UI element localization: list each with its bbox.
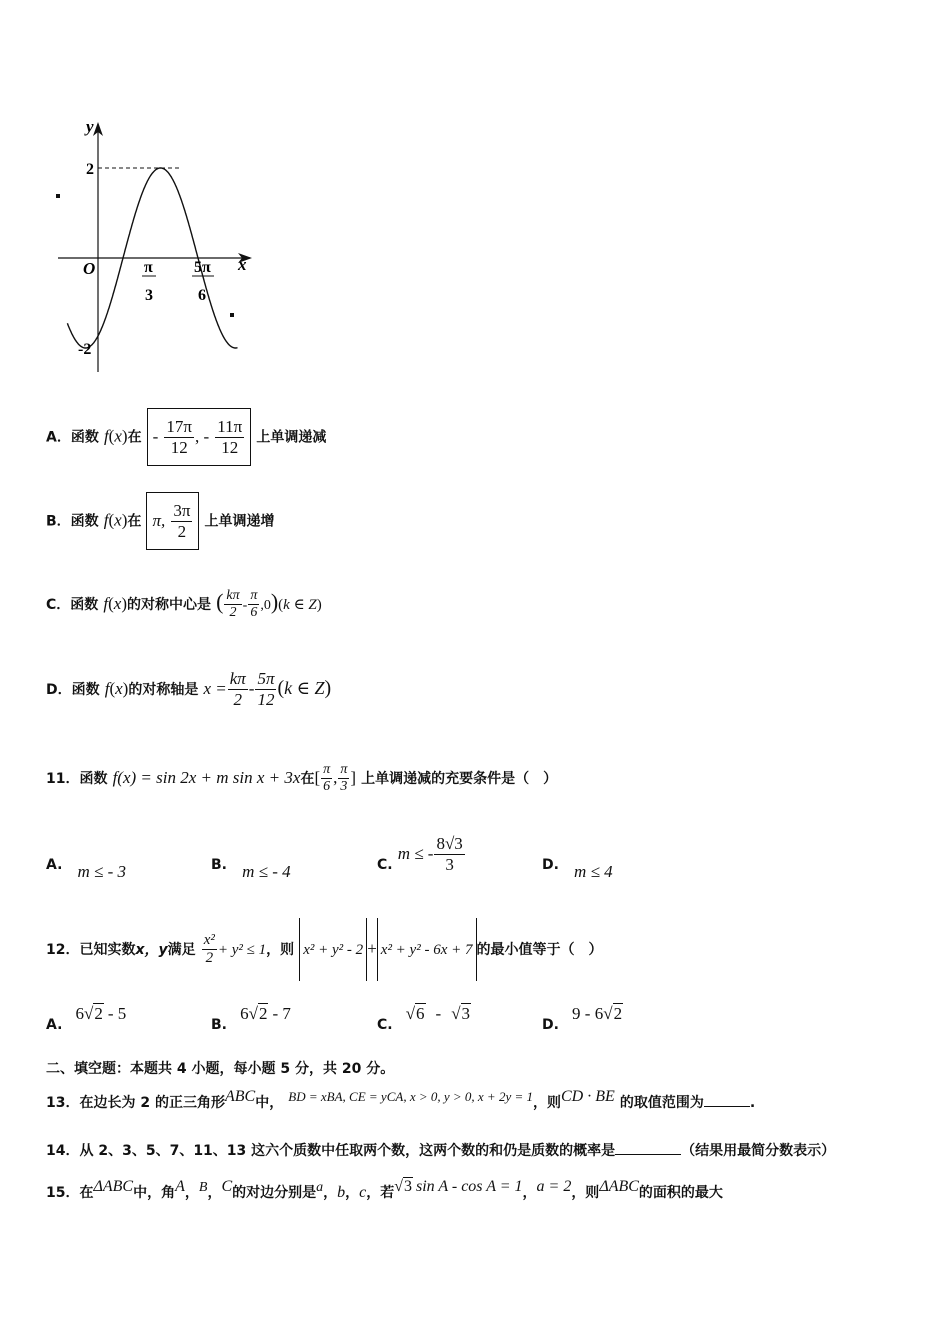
q11-option-d-label: D. xyxy=(542,857,559,873)
q15-a: a xyxy=(316,1180,324,1195)
q15-rad: 3 xyxy=(404,1178,412,1195)
q15-eq: sin A - cos A = 1 xyxy=(416,1178,523,1195)
option-a-label: A．函数 xyxy=(46,429,99,446)
option-c-cond: k ∈ Z xyxy=(283,597,317,613)
option-c-var: x xyxy=(113,594,122,613)
q13-tri: ABC xyxy=(224,1088,256,1105)
option-a-var: x xyxy=(114,426,122,446)
option-c-mid: 的对称中心是 xyxy=(127,597,211,613)
q15-tri2: ΔABC xyxy=(599,1178,639,1195)
q12-option-a[interactable]: A. 6√2 - 5 xyxy=(46,1004,127,1033)
x-tick-5pi6-den: 6 xyxy=(198,287,206,304)
option-d-var: x xyxy=(115,679,123,698)
option-a-mid: 在 xyxy=(127,429,142,446)
option-a: A．函数 f(x)在 - $\frac{17\pi}{12}$ , - $\frac{11\pi}{12}$ 上单调递减 xyxy=(46,408,326,466)
q13-cond: BD = xBA, CE = yCA, x > 0, y > 0, x + 2y = 1 xyxy=(288,1089,533,1104)
q15-C: C xyxy=(221,1178,233,1195)
y-tick-2: 2 xyxy=(86,161,94,178)
q12-option-d[interactable]: D. 9 - 6√2 xyxy=(542,1004,623,1033)
option-a-interval: - $\frac{17\pi}{12}$ , - $\frac{11\pi}{12}$ xyxy=(147,408,252,466)
q13-mid: 中， xyxy=(255,1095,284,1111)
q11-option-c-num: 8√3 xyxy=(436,834,463,854)
q11-int-num1: π xyxy=(321,762,332,779)
q15-sep4: ， xyxy=(345,1185,360,1201)
option-d-num2: 5π xyxy=(257,669,275,689)
q11-option-a[interactable] xyxy=(46,854,127,881)
q12-option-c[interactable]: C. √6 - √3 xyxy=(377,1004,471,1033)
q11-option-c-den: 3 xyxy=(445,855,454,874)
question-11: 11．函数 f(x) = sin 2x + m sin x + 3x在[ $\frac{\pi}{6}$ , $\frac{\pi}{3}$ ] 上单调递减的充要条件是（ ） xyxy=(46,761,558,794)
option-b-upper-num: 3π xyxy=(173,501,191,521)
q15-sep3: ， xyxy=(323,1185,338,1201)
q13-label: 13．在边长为 2 的正三角形 xyxy=(46,1095,225,1111)
q12-option-b-label: B. xyxy=(211,1017,227,1033)
option-b-left: π, xyxy=(152,511,166,530)
q12-option-d-pre: 9 - 6 xyxy=(572,1004,604,1023)
q15-eq2: a = 2 xyxy=(536,1178,572,1195)
q12-mid: 满足 xyxy=(167,942,196,958)
q11-option-c[interactable] xyxy=(377,832,466,877)
q15-b: b xyxy=(337,1184,346,1201)
q15-tail: 的面积的最大 xyxy=(638,1185,723,1201)
q11-int-num2: π xyxy=(338,762,349,779)
option-a-lower-num: 17π xyxy=(166,417,193,437)
question-14 xyxy=(46,1140,835,1160)
option-b-interval xyxy=(146,492,199,550)
option-c-label: C．函数 xyxy=(46,597,99,613)
option-c-num2: π xyxy=(248,588,259,605)
q12-option-d-rad: 2 xyxy=(613,1004,623,1023)
q11-tail: 上单调递减的充要条件是（ ） xyxy=(361,771,558,787)
option-b-upper-den: 2 xyxy=(177,522,187,541)
q13-tail: 的取值范围为 xyxy=(619,1095,704,1111)
q15-B: B xyxy=(198,1180,208,1195)
q11-expr: f(x) = sin 2x + m sin x + 3x xyxy=(112,768,301,787)
option-d-cond: k ∈ Z xyxy=(284,678,325,698)
q11-int-den2: 3 xyxy=(340,779,348,794)
origin-label: O xyxy=(83,259,96,278)
q12-abs2: x² + y² - 6x + 7 xyxy=(380,942,473,958)
option-b-tail: 上单调递增 xyxy=(204,513,275,530)
option-d-num: kπ xyxy=(229,669,246,689)
q15-label: 15．在 xyxy=(46,1185,94,1201)
q11-option-c-pre: m ≤ - xyxy=(397,844,434,863)
x-tick-pi3-den: 3 xyxy=(145,287,153,304)
q12-plus: + xyxy=(367,939,377,958)
q11-option-a-value: m ≤ - 3 xyxy=(77,862,127,881)
option-c-den2: 6 xyxy=(250,605,258,620)
x-tick-5pi6-num: 5π xyxy=(194,259,211,276)
q11-label: 11．函数 xyxy=(46,771,108,787)
option-d-den: 2 xyxy=(233,690,242,709)
q15-mid2: 的对边分别是 xyxy=(232,1185,317,1201)
option-d: D．函数 f(x)的对称轴是 x = $\frac{k\pi}{2}$ - $\frac{5\pi}{12}$ (k ∈ Z) xyxy=(46,669,332,709)
q12-option-c-rad1: 6 xyxy=(416,1004,425,1023)
sine-graph xyxy=(40,110,270,380)
q15-sep5: ， xyxy=(522,1185,537,1201)
q12-tail: 的最小值等于（ ） xyxy=(476,942,603,958)
q14-text: 14．从 2、3、5、7、11、13 这六个质数中任取两个数，这两个数的和仍是质数的概率是 xyxy=(46,1143,616,1159)
q11-option-b-label: B. xyxy=(211,857,227,873)
option-a-upper-num: 11π xyxy=(217,417,243,437)
q12-rest: + y² ≤ 1 xyxy=(217,942,267,958)
q13-answer-blank[interactable] xyxy=(704,1106,750,1107)
q12-frac-den: 2 xyxy=(205,950,214,966)
option-c-num: kπ xyxy=(224,588,241,605)
option-b-mid: 在 xyxy=(127,513,142,530)
option-a-func: f xyxy=(103,426,109,446)
q13-end: . xyxy=(749,1095,756,1111)
q12-frac-num: x² xyxy=(202,932,217,950)
section-2-heading: 二、填空题：本题共 4 小题，每小题 5 分，共 20 分。 xyxy=(46,1061,395,1077)
q12-option-b-post: - 7 xyxy=(272,1004,291,1023)
q11-option-b-value: m ≤ - 4 xyxy=(242,862,291,881)
question-15: 15．在ΔABC中，角A，B，C的对边分别是a，b，c，若√3 sin A - cos A = 1，a = 2，则ΔABC的面积的最大 xyxy=(46,1178,723,1201)
option-d-label: D．函数 xyxy=(46,682,100,698)
q12-label: 12．已知实数 xyxy=(46,942,136,958)
q15-mid1: 中，角 xyxy=(133,1185,176,1201)
q12-option-a-pre: 6 xyxy=(75,1004,85,1023)
q12-option-c-label: C. xyxy=(377,1017,393,1033)
q14-answer-blank[interactable] xyxy=(615,1154,681,1155)
q15-tri: ΔABC xyxy=(93,1178,134,1195)
q11-option-c-label: C. xyxy=(377,857,393,873)
option-b-var: x xyxy=(114,510,122,530)
option-a-tail: 上单调递减 xyxy=(256,429,327,446)
q12-abs1: x² + y² - 2 xyxy=(303,942,364,958)
q11-mid: 在 xyxy=(300,771,315,787)
option-c-den: 2 xyxy=(229,605,237,620)
question-13 xyxy=(46,1082,755,1123)
option-b: B．函数 f(x)在 π, $\frac{3\pi}{2}$ 上单调递增 xyxy=(46,492,275,550)
q13-then: ，则 xyxy=(533,1095,561,1111)
q12-option-a-rad: 2 xyxy=(94,1004,103,1023)
q12-option-c-mid: - xyxy=(435,1004,442,1023)
q11-option-b[interactable] xyxy=(211,854,291,881)
q12-vars: x，y xyxy=(135,942,168,958)
option-d-mid: 的对称轴是 xyxy=(128,682,199,698)
left-endpoint xyxy=(56,194,60,198)
option-b-label: B．函数 xyxy=(46,513,99,530)
q12-option-a-post: - 5 xyxy=(107,1004,127,1023)
option-d-den2: 12 xyxy=(257,690,275,709)
q15-A: A xyxy=(175,1178,185,1195)
question-12 xyxy=(46,918,603,981)
x-tick-pi3-num: π xyxy=(144,259,153,276)
right-endpoint xyxy=(230,313,234,317)
q11-option-a-label: A. xyxy=(46,857,63,873)
q12-option-a-label: A. xyxy=(46,1017,63,1033)
q12-option-b[interactable]: B. 6√2 - 7 xyxy=(211,1004,291,1033)
x-axis-label: x xyxy=(238,255,247,274)
y-tick-neg2: -2 xyxy=(78,341,92,358)
y-axis-label: y xyxy=(86,117,94,136)
option-c-func: f xyxy=(103,594,109,613)
option-a-upper-den: 12 xyxy=(221,438,239,457)
q15-then: ，则 xyxy=(571,1185,600,1201)
option-c: C．函数 f(x)的对称中心是 ( $\frac{k\pi}{2}$ - $\frac{\pi}{6}$ ,0)(k ∈ Z) xyxy=(46,587,322,620)
q15-mid3: ，若 xyxy=(366,1185,395,1201)
q12-option-b-rad: 2 xyxy=(258,1004,268,1023)
option-a-lower-den: 12 xyxy=(170,438,188,457)
q13-dot: CD · BE xyxy=(561,1088,615,1105)
q12-option-b-pre: 6 xyxy=(240,1004,249,1023)
q15-c: c xyxy=(359,1184,367,1201)
q12-option-d-label: D. xyxy=(542,1017,559,1033)
option-d-func: f xyxy=(104,679,110,698)
q11-option-d[interactable] xyxy=(542,854,613,881)
q12-then: ，则 xyxy=(266,942,295,958)
q12-option-c-rad2: 3 xyxy=(461,1004,471,1023)
q14-tail: （结果用最简分数表示） xyxy=(681,1143,836,1159)
q11-int-den1: 6 xyxy=(323,779,331,794)
q15-sep1: ， xyxy=(184,1185,199,1201)
q11-option-d-value: m ≤ 4 xyxy=(574,862,613,881)
option-d-lhs: x = xyxy=(203,679,227,698)
q15-sep2: ， xyxy=(207,1185,222,1201)
option-b-func: f xyxy=(103,510,109,530)
option-c-tail-val: ,0 xyxy=(260,598,271,613)
